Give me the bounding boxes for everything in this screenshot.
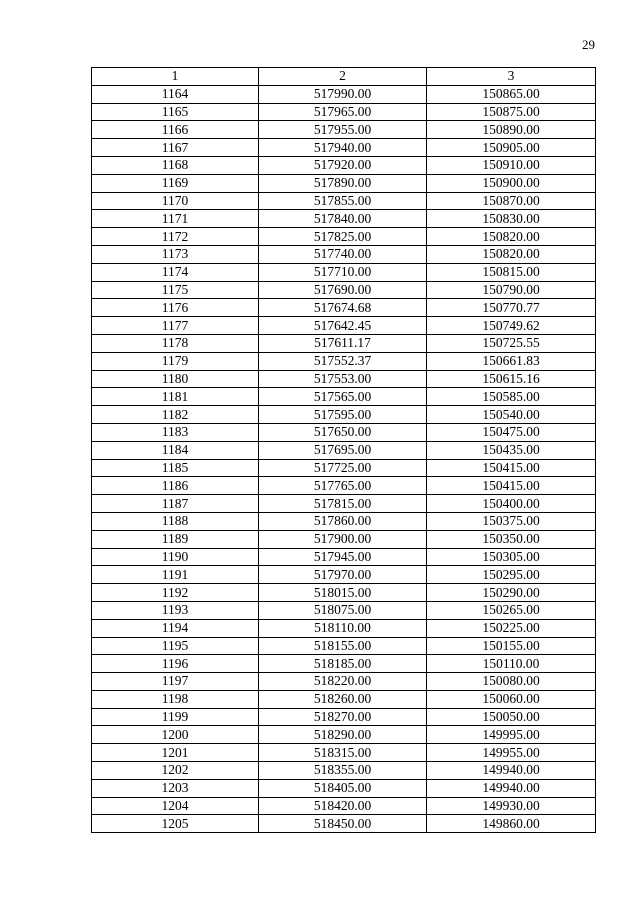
- point-number-cell: 1170: [92, 192, 259, 210]
- point-number-cell: 1194: [92, 619, 259, 637]
- table-row: [92, 637, 596, 655]
- x-coordinate-cell: 517553.00: [259, 370, 427, 388]
- column-header-1: 1: [92, 68, 259, 86]
- table-row: [92, 245, 596, 263]
- column-header-2: 2: [259, 68, 427, 86]
- x-coordinate-cell: 517920.00: [259, 156, 427, 174]
- y-coordinate-cell: 150350.00: [427, 530, 596, 548]
- y-coordinate-cell: 150770.77: [427, 299, 596, 317]
- table-row: [92, 779, 596, 797]
- point-number-cell: 1197: [92, 673, 259, 691]
- point-number-cell: 1183: [92, 423, 259, 441]
- y-coordinate-cell: 150820.00: [427, 245, 596, 263]
- y-coordinate-cell: 149940.00: [427, 779, 596, 797]
- y-coordinate-cell: 149995.00: [427, 726, 596, 744]
- table-row: [92, 370, 596, 388]
- point-number-cell: 1172: [92, 228, 259, 246]
- point-number-cell: 1190: [92, 548, 259, 566]
- table-row: [92, 744, 596, 762]
- point-number-cell: 1188: [92, 512, 259, 530]
- x-coordinate-cell: 518220.00: [259, 673, 427, 691]
- x-coordinate-cell: 517642.45: [259, 317, 427, 335]
- table-row: [92, 548, 596, 566]
- table-row: [92, 584, 596, 602]
- y-coordinate-cell: 150615.16: [427, 370, 596, 388]
- y-coordinate-cell: 150585.00: [427, 388, 596, 406]
- point-number-cell: 1174: [92, 263, 259, 281]
- x-coordinate-cell: 517955.00: [259, 121, 427, 139]
- table-row: [92, 619, 596, 637]
- table-header-row: [92, 68, 596, 86]
- point-number-cell: 1192: [92, 584, 259, 602]
- x-coordinate-cell: 518450.00: [259, 815, 427, 833]
- point-number-cell: 1189: [92, 530, 259, 548]
- x-coordinate-cell: 517890.00: [259, 174, 427, 192]
- y-coordinate-cell: 150540.00: [427, 406, 596, 424]
- y-coordinate-cell: 150225.00: [427, 619, 596, 637]
- point-number-cell: 1202: [92, 762, 259, 780]
- table-row: [92, 281, 596, 299]
- y-coordinate-cell: 150305.00: [427, 548, 596, 566]
- x-coordinate-cell: 517900.00: [259, 530, 427, 548]
- x-coordinate-cell: 518290.00: [259, 726, 427, 744]
- y-coordinate-cell: 150890.00: [427, 121, 596, 139]
- point-number-cell: 1164: [92, 85, 259, 103]
- x-coordinate-cell: 518420.00: [259, 797, 427, 815]
- table-row: [92, 263, 596, 281]
- table-row: [92, 192, 596, 210]
- x-coordinate-cell: 517674.68: [259, 299, 427, 317]
- y-coordinate-cell: 150435.00: [427, 441, 596, 459]
- table-body: [92, 85, 596, 832]
- x-coordinate-cell: 518355.00: [259, 762, 427, 780]
- point-number-cell: 1171: [92, 210, 259, 228]
- y-coordinate-cell: 150475.00: [427, 423, 596, 441]
- y-coordinate-cell: 150400.00: [427, 495, 596, 513]
- point-number-cell: 1200: [92, 726, 259, 744]
- y-coordinate-cell: 150265.00: [427, 601, 596, 619]
- x-coordinate-cell: 517650.00: [259, 423, 427, 441]
- x-coordinate-cell: 517595.00: [259, 406, 427, 424]
- table-row: [92, 441, 596, 459]
- point-number-cell: 1177: [92, 317, 259, 335]
- point-number-cell: 1168: [92, 156, 259, 174]
- table-row: [92, 85, 596, 103]
- x-coordinate-cell: 517725.00: [259, 459, 427, 477]
- y-coordinate-cell: 150080.00: [427, 673, 596, 691]
- point-number-cell: 1204: [92, 797, 259, 815]
- x-coordinate-cell: 518110.00: [259, 619, 427, 637]
- y-coordinate-cell: 150900.00: [427, 174, 596, 192]
- x-coordinate-cell: 517860.00: [259, 512, 427, 530]
- point-number-cell: 1182: [92, 406, 259, 424]
- table-row: [92, 566, 596, 584]
- point-number-cell: 1175: [92, 281, 259, 299]
- table-row: [92, 334, 596, 352]
- table-row: [92, 530, 596, 548]
- x-coordinate-cell: 517611.17: [259, 334, 427, 352]
- x-coordinate-cell: 517695.00: [259, 441, 427, 459]
- y-coordinate-cell: 150290.00: [427, 584, 596, 602]
- point-number-cell: 1191: [92, 566, 259, 584]
- y-coordinate-cell: 150415.00: [427, 459, 596, 477]
- y-coordinate-cell: 150910.00: [427, 156, 596, 174]
- table-row: [92, 459, 596, 477]
- x-coordinate-cell: 517855.00: [259, 192, 427, 210]
- y-coordinate-cell: 150905.00: [427, 139, 596, 157]
- point-number-cell: 1165: [92, 103, 259, 121]
- x-coordinate-cell: 517815.00: [259, 495, 427, 513]
- table-row: [92, 388, 596, 406]
- y-coordinate-cell: 150830.00: [427, 210, 596, 228]
- point-number-cell: 1173: [92, 245, 259, 263]
- y-coordinate-cell: 150050.00: [427, 708, 596, 726]
- table-row: [92, 103, 596, 121]
- y-coordinate-cell: 150060.00: [427, 690, 596, 708]
- point-number-cell: 1198: [92, 690, 259, 708]
- table-row: [92, 156, 596, 174]
- x-coordinate-cell: 517990.00: [259, 85, 427, 103]
- table-row: [92, 708, 596, 726]
- y-coordinate-cell: 149860.00: [427, 815, 596, 833]
- point-number-cell: 1179: [92, 352, 259, 370]
- table-row: [92, 210, 596, 228]
- x-coordinate-cell: 517552.37: [259, 352, 427, 370]
- point-number-cell: 1195: [92, 637, 259, 655]
- x-coordinate-cell: 518270.00: [259, 708, 427, 726]
- y-coordinate-cell: 150749.62: [427, 317, 596, 335]
- point-number-cell: 1199: [92, 708, 259, 726]
- x-coordinate-cell: 517825.00: [259, 228, 427, 246]
- y-coordinate-cell: 150661.83: [427, 352, 596, 370]
- table-row: [92, 726, 596, 744]
- table-row: [92, 299, 596, 317]
- x-coordinate-cell: 518075.00: [259, 601, 427, 619]
- table-row: [92, 673, 596, 691]
- table-row: [92, 762, 596, 780]
- y-coordinate-cell: 150110.00: [427, 655, 596, 673]
- table-row: [92, 512, 596, 530]
- table-row: [92, 477, 596, 495]
- table-row: [92, 139, 596, 157]
- point-number-cell: 1201: [92, 744, 259, 762]
- table-row: [92, 423, 596, 441]
- y-coordinate-cell: 149930.00: [427, 797, 596, 815]
- point-number-cell: 1181: [92, 388, 259, 406]
- point-number-cell: 1185: [92, 459, 259, 477]
- y-coordinate-cell: 150790.00: [427, 281, 596, 299]
- x-coordinate-cell: 518260.00: [259, 690, 427, 708]
- x-coordinate-cell: 517765.00: [259, 477, 427, 495]
- x-coordinate-cell: 517965.00: [259, 103, 427, 121]
- x-coordinate-cell: 517565.00: [259, 388, 427, 406]
- point-number-cell: 1178: [92, 334, 259, 352]
- table-row: [92, 228, 596, 246]
- page-number: 29: [582, 37, 595, 52]
- point-number-cell: 1186: [92, 477, 259, 495]
- y-coordinate-cell: 150375.00: [427, 512, 596, 530]
- table-row: [92, 174, 596, 192]
- x-coordinate-cell: 517740.00: [259, 245, 427, 263]
- point-number-cell: 1184: [92, 441, 259, 459]
- x-coordinate-cell: 518185.00: [259, 655, 427, 673]
- point-number-cell: 1176: [92, 299, 259, 317]
- y-coordinate-cell: 149955.00: [427, 744, 596, 762]
- table-row: [92, 690, 596, 708]
- x-coordinate-cell: 518155.00: [259, 637, 427, 655]
- y-coordinate-cell: 150820.00: [427, 228, 596, 246]
- x-coordinate-cell: 517940.00: [259, 139, 427, 157]
- y-coordinate-cell: 149940.00: [427, 762, 596, 780]
- x-coordinate-cell: 517690.00: [259, 281, 427, 299]
- point-number-cell: 1196: [92, 655, 259, 673]
- y-coordinate-cell: 150870.00: [427, 192, 596, 210]
- y-coordinate-cell: 150725.55: [427, 334, 596, 352]
- table-row: [92, 655, 596, 673]
- point-number-cell: 1169: [92, 174, 259, 192]
- x-coordinate-cell: 517970.00: [259, 566, 427, 584]
- point-number-cell: 1203: [92, 779, 259, 797]
- point-number-cell: 1180: [92, 370, 259, 388]
- y-coordinate-cell: 150295.00: [427, 566, 596, 584]
- y-coordinate-cell: 150815.00: [427, 263, 596, 281]
- y-coordinate-cell: 150155.00: [427, 637, 596, 655]
- table-row: [92, 815, 596, 833]
- x-coordinate-cell: 517710.00: [259, 263, 427, 281]
- table-row: [92, 317, 596, 335]
- x-coordinate-cell: 518405.00: [259, 779, 427, 797]
- y-coordinate-cell: 150415.00: [427, 477, 596, 495]
- table-row: [92, 406, 596, 424]
- x-coordinate-cell: 517945.00: [259, 548, 427, 566]
- y-coordinate-cell: 150865.00: [427, 85, 596, 103]
- point-number-cell: 1166: [92, 121, 259, 139]
- point-number-cell: 1187: [92, 495, 259, 513]
- table-row: [92, 797, 596, 815]
- table-row: [92, 121, 596, 139]
- x-coordinate-cell: 518315.00: [259, 744, 427, 762]
- x-coordinate-cell: 518015.00: [259, 584, 427, 602]
- table-row: [92, 495, 596, 513]
- point-number-cell: 1193: [92, 601, 259, 619]
- table-row: [92, 352, 596, 370]
- column-header-3: 3: [427, 68, 596, 86]
- table-row: [92, 601, 596, 619]
- y-coordinate-cell: 150875.00: [427, 103, 596, 121]
- x-coordinate-cell: 517840.00: [259, 210, 427, 228]
- point-number-cell: 1167: [92, 139, 259, 157]
- point-number-cell: 1205: [92, 815, 259, 833]
- coordinates-table: [91, 67, 596, 833]
